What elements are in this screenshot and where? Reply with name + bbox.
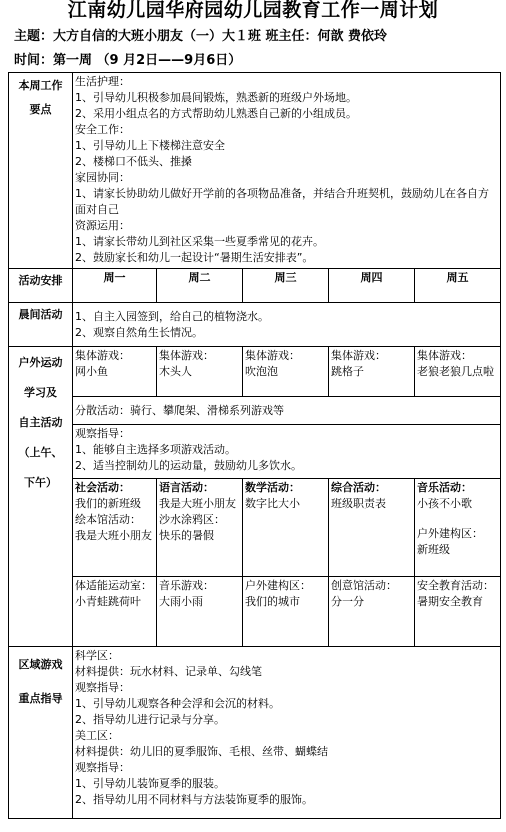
outdoor-label-line: 自主活动 (18, 416, 63, 429)
group-game-cell (243, 347, 329, 397)
free-activity-line: 户外建构区： (245, 579, 311, 592)
free-activity-line: 暑期安全教育 (417, 595, 483, 608)
focus-label (9, 73, 73, 269)
observe-line: 2、适当控制幼儿的运动量，鼓励幼儿多饮水。 (75, 459, 302, 472)
learning-title: 音乐活动： (417, 481, 472, 494)
learning-line: 我们的新班级 (75, 497, 141, 510)
learning-cell (329, 479, 415, 577)
observe-content (73, 425, 501, 479)
free-activity-line: 小青蛙跳荷叶 (75, 595, 141, 608)
area-line: 2、指导幼儿进行记录与分享。 (75, 713, 225, 726)
group-game-cell (73, 347, 157, 397)
learning-row (9, 479, 501, 577)
morning-line: 2、观察自然角生长情况。 (75, 325, 203, 339)
area-label-line: 区域游戏 (18, 658, 63, 671)
area-line: 观察指导： (75, 681, 130, 694)
learning-title: 语言活动： (159, 481, 214, 494)
learning-line: 绘本馆活动： (75, 513, 141, 526)
focus-label-text: 本周工作要点 (18, 79, 63, 116)
learning-line: 快乐的暑假 (159, 529, 214, 542)
outdoor-label-line: （上午、 (18, 446, 63, 459)
free-activity-line: 音乐游戏： (159, 579, 214, 592)
group-game-name: 吹泡泡 (245, 365, 278, 378)
group-game-title: 集体游戏： (245, 349, 300, 362)
observe-line: 1、能够自主选择多项游戏活动。 (75, 443, 236, 456)
group-game-title: 集体游戏： (159, 349, 214, 362)
focus-line: 2、鼓励家长和幼儿一起设计“暑期生活安排表”。 (75, 251, 314, 264)
day-monday: 周一 (73, 269, 157, 303)
area-line: 观察指导： (75, 761, 130, 774)
focus-line: 资源运用： (75, 219, 130, 232)
outdoor-label-line: 下午） (24, 476, 57, 489)
schedule-row (9, 269, 501, 303)
free-activity-line: 安全教育活动： (417, 579, 494, 592)
observe-line: 观察指导： (75, 427, 130, 440)
group-game-title: 集体游戏： (331, 349, 386, 362)
theme-line: 主题：大方自信的大班小朋友（一）大１班 班主任：何歆 费依玲 (14, 29, 388, 44)
learning-cell (73, 479, 157, 577)
focus-line: 1、引导幼儿上下楼梯注意安全 (75, 139, 225, 152)
area-label (9, 647, 73, 819)
weekly-plan-table (8, 72, 501, 819)
day-friday: 周五 (415, 269, 501, 303)
free-activity-line: 创意馆活动： (331, 579, 397, 592)
group-game-name: 网小鱼 (75, 365, 108, 378)
area-row (9, 647, 501, 819)
free-activity-cell (415, 577, 501, 647)
outdoor-label-line: 户外运动 (18, 356, 63, 369)
morning-label: 晨间活动 (9, 303, 73, 347)
free-activity-line: 大雨小雨 (159, 595, 203, 608)
schedule-label: 活动安排 (9, 269, 73, 303)
free-activity-cell (329, 577, 415, 647)
focus-line: 2、楼梯口不低头、推搡 (75, 155, 192, 168)
day-thursday: 周四 (329, 269, 415, 303)
learning-title: 综合活动： (331, 481, 386, 494)
group-game-cell (157, 347, 243, 397)
free-activity-cell (157, 577, 243, 647)
day-wednesday: 周三 (243, 269, 329, 303)
area-line: 2、指导幼儿用不同材料与方法装饰夏季的服饰。 (75, 793, 313, 806)
free-activity-line: 体适能运动室： (75, 579, 152, 592)
learning-line: 我是大班小朋友 (159, 497, 236, 510)
free-activity-row (9, 577, 501, 647)
group-game-name: 跳格子 (331, 365, 364, 378)
learning-line: 户外建构区： (417, 527, 483, 540)
group-game-cell (415, 347, 501, 397)
focus-content (73, 73, 501, 269)
scattered-row (9, 397, 501, 425)
page-title: 江南幼儿园华府园幼儿园教育工作一周计划 (67, 0, 439, 21)
area-label-line: 重点指导 (18, 692, 63, 705)
outdoor-label (9, 347, 73, 647)
learning-line: 新班级 (417, 543, 450, 556)
focus-line: 1、请家长协助幼儿做好开学前的各项物品准备，并结合升班契机，鼓励幼儿在各自方面对自己 (75, 187, 489, 216)
learning-line: 小孩不小歌 (417, 497, 472, 510)
group-game-name: 木头人 (159, 365, 192, 378)
area-line: 1、引导幼儿观察各种会浮和会沉的材料。 (75, 697, 280, 710)
time-line: 时间：第一周 （9 月2日——9月6日） (14, 53, 242, 68)
morning-line: 1、自主入园签到，给自己的植物浇水。 (75, 309, 269, 323)
group-game-title: 集体游戏： (75, 349, 130, 362)
outdoor-label-line: 学习及 (24, 386, 57, 399)
focus-line: 1、引导幼儿积极参加晨间锻炼，熟悉新的班级户外场地。 (75, 91, 357, 104)
area-content (73, 647, 501, 819)
area-line: 材料提供：幼儿旧的夏季服饰、毛根、丝带、蝴蝶结 (75, 745, 328, 758)
learning-cell (415, 479, 501, 577)
morning-row (9, 303, 501, 347)
free-activity-cell (73, 577, 157, 647)
learning-title: 社会活动： (75, 481, 130, 494)
observe-row (9, 425, 501, 479)
group-games-row (9, 347, 501, 397)
learning-title: 数学活动： (245, 481, 300, 494)
focus-line: 生活护理： (75, 75, 130, 88)
learning-line: 班级职责表 (331, 497, 386, 510)
free-activity-line: 我们的城市 (245, 595, 300, 608)
day-tuesday: 周二 (157, 269, 243, 303)
scattered-content: 分散活动：骑行、攀爬架、滑梯系列游戏等 (73, 397, 501, 425)
group-game-title: 集体游戏： (417, 349, 472, 362)
morning-content (73, 303, 501, 347)
group-game-cell (329, 347, 415, 397)
free-activity-cell (243, 577, 329, 647)
focus-row (9, 73, 501, 269)
learning-line: 数字比大小 (245, 497, 300, 510)
area-line: 1、引导幼儿装饰夏季的服装。 (75, 777, 225, 790)
free-activity-line: 分一分 (331, 595, 364, 608)
focus-line: 安全工作： (75, 123, 130, 136)
area-line: 科学区： (75, 649, 119, 662)
group-game-name: 老狼老狼几点啦 (417, 365, 494, 378)
focus-line: 2、采用小组点名的方式帮助幼儿熟悉自己新的小组成员。 (75, 107, 357, 120)
area-line: 材料提供：玩水材料、记录单、勾线笔 (75, 665, 262, 678)
learning-line: 沙水涂鸦区： (159, 513, 225, 526)
area-line: 美工区： (75, 729, 119, 742)
focus-line: 1、请家长带幼儿到社区采集一些夏季常见的花卉。 (75, 235, 324, 248)
learning-cell (157, 479, 243, 577)
learning-cell (243, 479, 329, 577)
learning-line: 我是大班小朋友 (75, 529, 152, 542)
focus-line: 家园协同： (75, 171, 130, 184)
